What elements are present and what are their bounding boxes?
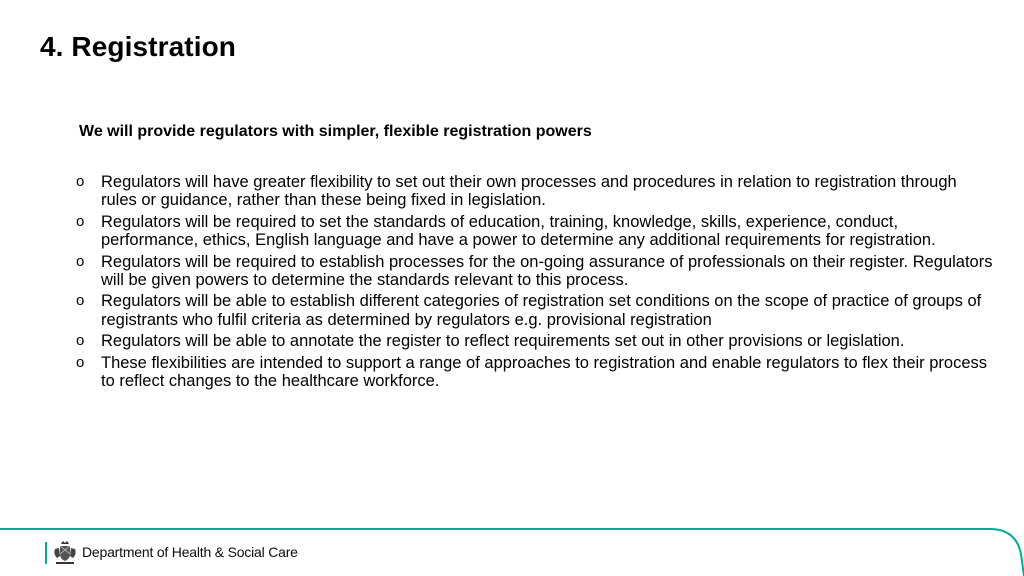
bullet-text: Regulators will have greater flexibility to set out their own processes and procedures in relation to registration through rules or guidance, rather than these being fixed in legislation. — [101, 173, 957, 210]
bullet-marker: o — [76, 212, 85, 230]
footer-accent-bar — [45, 542, 47, 564]
bullet-text: These flexibilities are intended to support a range of approaches to registration and enable regulators to flex their process to reflect changes to the healthcare workforce. — [101, 353, 988, 391]
royal-coat-of-arms-icon — [52, 540, 78, 566]
bullet-item — [76, 253, 996, 290]
bullet-list — [76, 173, 996, 393]
bullet-item — [76, 213, 996, 250]
bullet-marker: o — [76, 353, 85, 371]
organisation-name: Department of Health & Social Care — [82, 544, 298, 560]
slide-subtitle: We will provide regulators with simpler, flexible registration powers — [79, 123, 592, 140]
bullet-item — [76, 354, 996, 391]
bullet-marker: o — [76, 292, 85, 310]
bullet-text: Regulators will be required to establish processes for the on-going assurance of professionals on their register. Regulators will be given powers to determine the standards relevant to this process. — [101, 252, 993, 290]
slide-title: 4. Registration — [40, 31, 236, 62]
bullet-marker: o — [76, 173, 85, 190]
bullet-marker: o — [76, 252, 85, 270]
bullet-text: Regulators will be able to establish different categories of registration set conditions on the scope of practice of groups of registrants who fulfil criteria as determined by regulators e.g. provisional registration — [101, 292, 982, 329]
bullet-item — [76, 332, 996, 350]
bullet-text: Regulators will be able to annotate the register to reflect requirements set out in other provisions or legislation. — [101, 332, 905, 351]
bullet-item — [76, 292, 996, 329]
bullet-marker: o — [76, 332, 85, 350]
bullet-text: Regulators will be required to set the standards of education, training, knowledge, skills, experience, conduct, performance, ethics, English language and have a power to determine any additional requirements for registration. — [101, 212, 936, 250]
bullet-item — [76, 173, 996, 210]
